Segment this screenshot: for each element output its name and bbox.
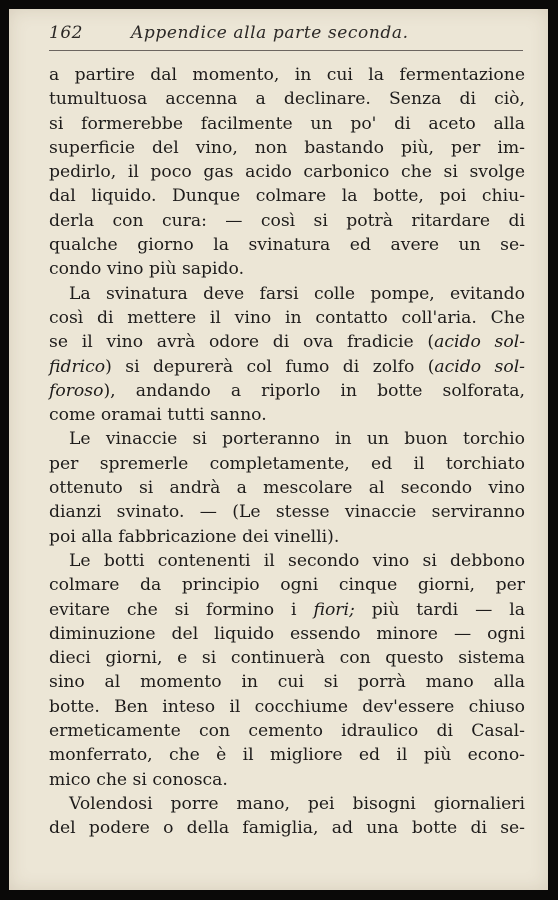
text-line: superficie del vino, non bastando più, per im-	[49, 137, 525, 158]
text-line: foroso), andando a riporlo in botte solforata,	[49, 380, 525, 401]
text-line: poi alla fabbricazione dei vinelli).	[49, 526, 340, 547]
text-line: Le vinaccie si porteranno in un buon torchio	[69, 429, 525, 450]
body-text	[49, 63, 525, 841]
text-line: monferrato, che è il migliore ed il più econo-	[49, 745, 525, 766]
text-line: pedirlo, il poco gas acido carbonico che si svolge	[49, 162, 525, 183]
text-line: dal liquido. Dunque colmare la botte, poi chiu-	[49, 186, 525, 207]
text-line: mico che si conosca.	[49, 769, 228, 790]
text-line: La svinatura deve farsi colle pompe, evitando	[69, 283, 525, 304]
book-page	[9, 9, 548, 890]
text-line: dieci giorni, e si continuerà con questo sistema	[49, 648, 525, 669]
header-rule	[49, 50, 523, 51]
text-line: derla con cura: — così si potrà ritardare di	[49, 210, 525, 231]
text-line: Volendosi porre mano, pei bisogni giornalieri	[69, 793, 525, 814]
text-line: se il vino avrà odore di ova fradicie (acido sol-	[49, 332, 525, 353]
text-line: sino al momento in cui si porrà mano alla	[49, 672, 525, 693]
running-header	[49, 21, 519, 47]
text-line: colmare da principio ogni cinque giorni, per	[49, 575, 525, 596]
text-line: evitare che si formino i fiori; più tardi — la	[49, 599, 525, 620]
text-line: si formerebbe facilmente un po' di aceto alla	[49, 113, 525, 134]
page-number: 162	[49, 23, 83, 43]
text-line: dianzi svinato. — (Le stesse vinaccie serviranno	[49, 502, 525, 523]
text-line: condo vino più sapido.	[49, 259, 245, 280]
text-line: per spremerle completamente, ed il torchiato	[49, 453, 525, 474]
text-line: botte. Ben inteso il cocchiume dev'essere chiuso	[49, 696, 525, 717]
text-line: a partire dal momento, in cui la fermentazione	[49, 65, 525, 85]
text-line: così di mettere il vino in contatto coll'aria. Che	[49, 307, 525, 328]
running-title: Appendice alla parte seconda.	[131, 23, 409, 43]
text-line: qualche giorno la svinatura ed avere un se-	[49, 235, 525, 256]
text-line: ottenuto si andrà a mescolare al secondo vino	[49, 478, 525, 499]
text-line: tumultuosa accenna a declinare. Senza di ciò,	[49, 89, 525, 110]
text-line: del podere o della famiglia, ad una botte di se-	[49, 818, 525, 839]
text-line: Le botti contenenti il secondo vino si debbono	[69, 550, 525, 571]
text-line: diminuzione del liquido essendo minore — ogni	[49, 623, 525, 644]
text-line: come oramai tutti sanno.	[49, 405, 267, 426]
text-line: ermeticamente con cemento idraulico di Casal-	[49, 721, 525, 742]
text-line: fidrico) si depurerà col fumo di zolfo (acido sol-	[49, 356, 525, 377]
